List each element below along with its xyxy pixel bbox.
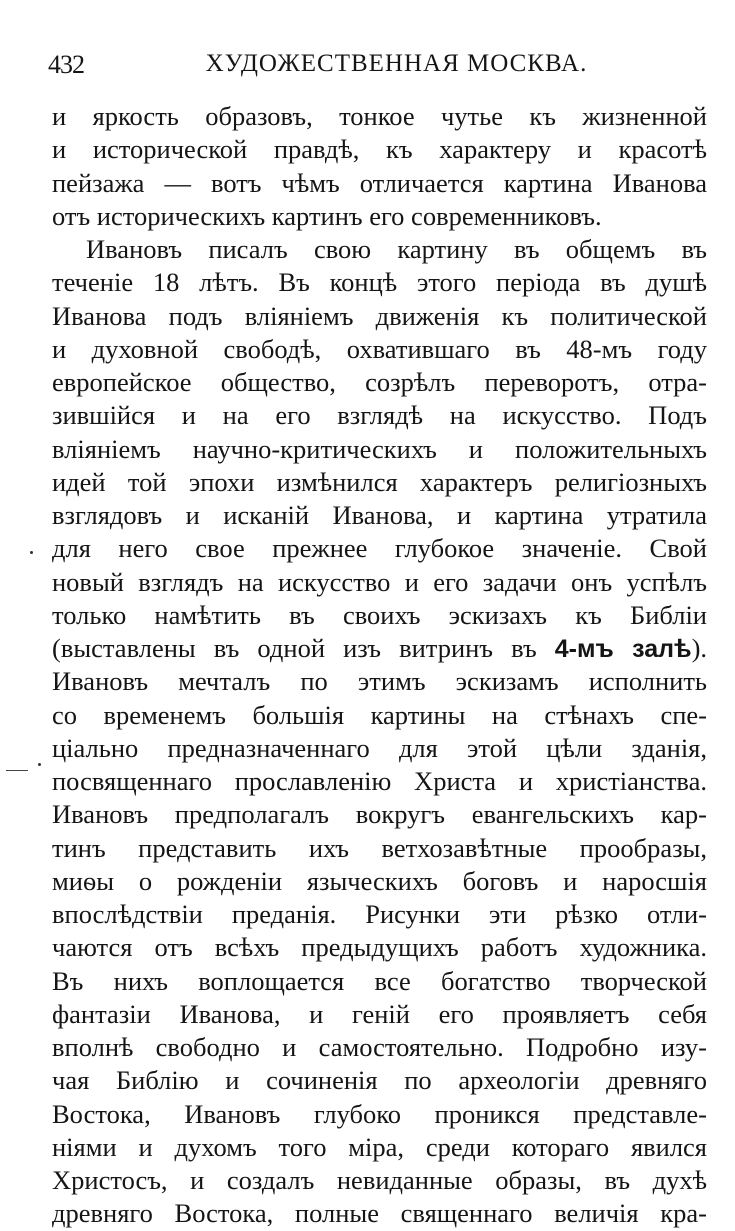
text-line: чаются отъ всѣхъ предыдущихъ работъ художника. xyxy=(52,932,707,963)
text-line: древняго Востока, полные священнаго величія кра- xyxy=(52,1198,707,1229)
text-line: для него свое прежнее глубокое значеніе. Свой xyxy=(52,533,707,564)
text-line: Востока, Ивановъ глубоко проникся представле- xyxy=(52,1098,707,1129)
text-line: Ивановъ мечталъ по этимъ эскизамъ исполнить xyxy=(52,666,707,697)
text-line: миѳы о рожденіи языческихъ боговъ и наросшія xyxy=(52,865,707,896)
page-number: 432 xyxy=(48,50,84,79)
text-line: ніями и духомъ того міра, среди котораго явился xyxy=(52,1131,707,1162)
text-line: вліяніемъ научно-критическихъ и положительныхъ xyxy=(52,433,707,464)
text-line: тинъ представить ихъ ветхозавѣтные прообразы, xyxy=(52,832,707,863)
text-fragment: (выставлены въ одной изъ витринъ въ xyxy=(52,633,555,663)
text-line: Ивановъ писалъ свою картину въ общемъ въ xyxy=(86,234,707,264)
page-header xyxy=(48,50,705,84)
text-line: чая Библію и сочиненія по археологіи древняго xyxy=(52,1065,707,1096)
text-line: и исторической правдѣ, къ характеру и красотѣ xyxy=(52,134,707,165)
running-title: ХУДОЖЕСТВЕННАЯ МОСКВА. xyxy=(205,50,588,77)
body-text xyxy=(52,100,707,1231)
text-line: Иванова подъ вліяніемъ движенія къ политической xyxy=(52,300,707,331)
text-fragment: ). xyxy=(691,633,708,663)
text-line: вполнѣ свободно и самостоятельно. Подробно изу- xyxy=(52,1032,707,1062)
text-line: фантазіи Иванова, и геній его проявляетъ себя xyxy=(52,998,707,1029)
text-line: ціально предназначеннаго для этой цѣли зданія, xyxy=(52,732,707,763)
text-line xyxy=(52,632,707,665)
text-line: теченіе 18 лѣтъ. Въ концѣ этого періода въ душѣ xyxy=(52,267,707,298)
text-line: Христосъ, и создалъ невиданные образы, въ духѣ xyxy=(52,1165,707,1195)
text-line: отъ историческихъ картинъ его современниковъ. xyxy=(52,200,602,231)
text-line: взглядовъ и исканій Иванова, и картина утратила xyxy=(52,500,707,530)
text-line: посвященнаго прославленію Христа и христіанства. xyxy=(52,766,707,796)
text-line: и яркость образовъ, тонкое чутье къ жизненной xyxy=(52,101,707,131)
text-line: Ивановъ предполагалъ вокругъ евангельскихъ кар- xyxy=(52,799,707,830)
margin-mark xyxy=(6,770,28,771)
text-line: только намѣтить въ своихъ эскизахъ къ Библіи xyxy=(52,599,707,630)
margin-mark xyxy=(30,551,33,554)
text-line: зившійся и на его взглядѣ на искусство. Подъ xyxy=(52,400,707,431)
hall-reference: 4-мъ залѣ xyxy=(554,635,692,663)
margin-mark xyxy=(38,763,41,766)
text-line: идей той эпохи измѣнился характеръ религіозныхъ xyxy=(52,466,707,497)
text-line: Въ нихъ воплощается все богатство творческой xyxy=(52,965,707,996)
text-line: впослѣдствіи преданія. Рисунки эти рѣзко отли- xyxy=(52,899,707,929)
text-line: новый взглядъ на искусство и его задачи онъ успѣлъ xyxy=(52,566,707,597)
text-line: пейзажа — вотъ чѣмъ отличается картина Иванова xyxy=(52,167,707,198)
text-line: европейское общество, созрѣлъ переворотъ, отра- xyxy=(52,367,707,397)
text-line: и духовной свободѣ, охватившаго въ 48-мъ году xyxy=(52,333,707,364)
text-line: со временемъ большія картины на стѣнахъ спе- xyxy=(52,699,707,730)
